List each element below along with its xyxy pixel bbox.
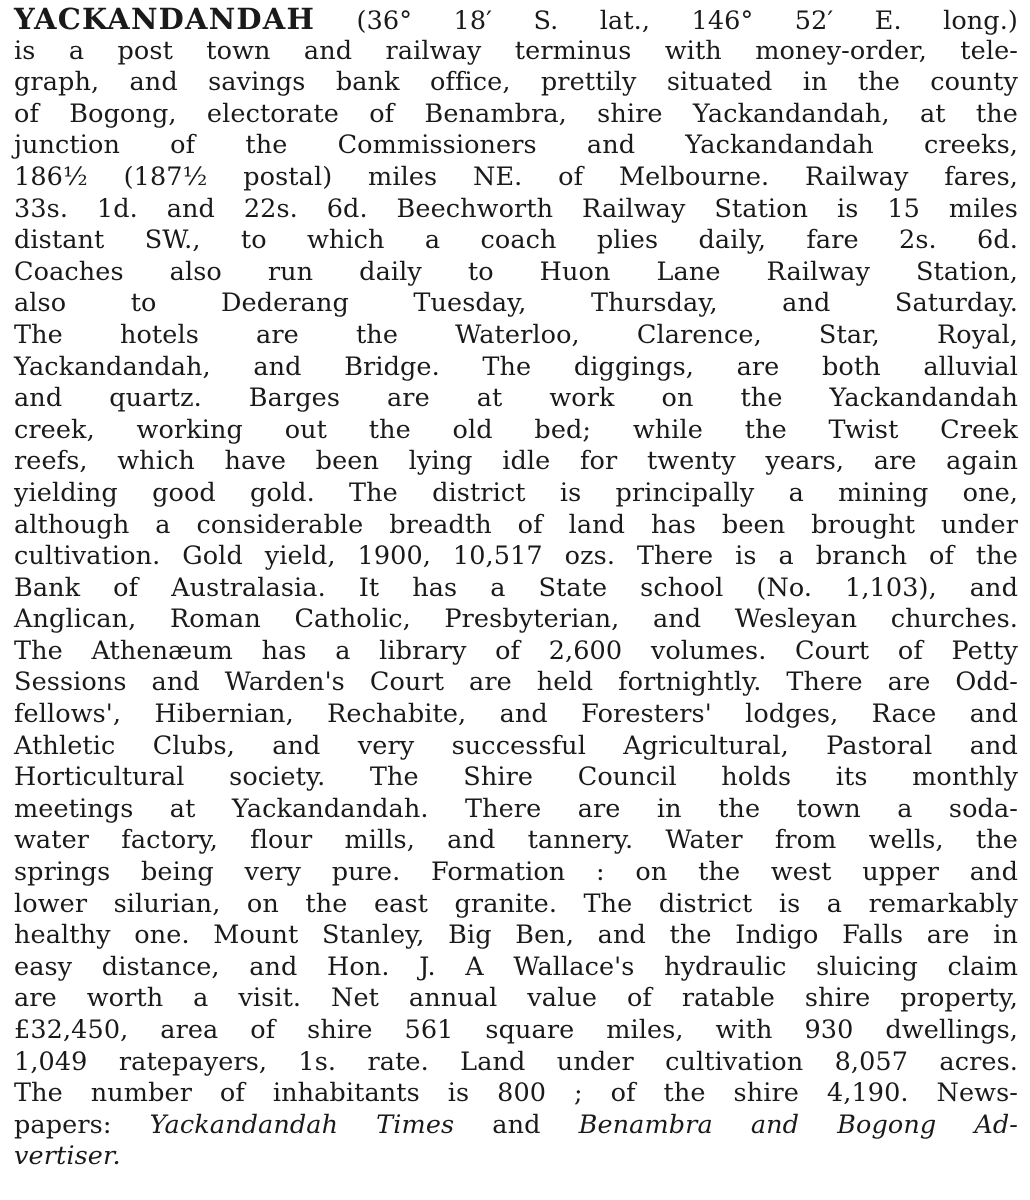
entry-line: meetings at Yackandandah. There are in the town a soda- (14, 793, 1018, 824)
entry-final-line: vertiser. (14, 1141, 121, 1172)
entry-line: The number of inhabitants is 800 ; of the shire 4,190. News- (14, 1078, 1018, 1109)
entry-line: The hotels are the Waterloo, Clarence, Star, Royal, (14, 319, 1018, 350)
entry-line: Yackandandah, and Bridge. The diggings, are both alluvial (14, 351, 1018, 382)
entry-line: Coaches also run daily to Huon Lane Railway Station, (14, 256, 1018, 287)
entry-line: Anglican, Roman Catholic, Presbyterian, and Wesleyan churches. (14, 604, 1018, 635)
entry-line: Bank of Australasia. It has a State school (No. 1,103), and (14, 572, 1018, 603)
coordinates: (36° 18′ S. lat., 146° 52′ E. long.) (356, 6, 1018, 36)
entry-line: Horticultural society. The Shire Council holds its monthly (14, 762, 1018, 793)
papers-prefix: papers: (14, 1109, 150, 1140)
entry-line-1 (14, 4, 1018, 36)
entry-line: cultivation. Gold yield, 1900, 10,517 ozs. There is a branch of the (14, 541, 1018, 572)
entry-line: fellows', Hibernian, Rechabite, and Foresters' lodges, Race and (14, 699, 1018, 730)
entry-line: also to Dederang Tuesday, Thursday, and Saturday. (14, 288, 1018, 319)
entry-line: are worth a visit. Net annual value of ratable shire property, (14, 983, 1018, 1014)
entry-line: lower silurian, on the east granite. The district is a remarkably (14, 888, 1018, 919)
entry-line: of Bogong, electorate of Benambra, shire Yackandandah, at the (14, 98, 1018, 129)
entry-line: reefs, which have been lying idle for twenty years, are again (14, 446, 1018, 477)
entry-line: 186½ (187½ postal) miles NE. of Melbourne. Railway fares, (14, 161, 1018, 192)
entry-line: 1,049 ratepayers, 1s. rate. Land under cultivation 8,057 acres. (14, 1046, 1018, 1077)
newspaper-title-2: Benambra and Bogong Ad- (578, 1109, 1018, 1140)
papers-and: and (454, 1109, 579, 1140)
entry-line: springs being very pure. Formation : on the west upper and (14, 857, 1018, 888)
newspapers-line (14, 1110, 1018, 1142)
entry-line: junction of the Commissioners and Yackandandah creeks, (14, 130, 1018, 161)
entry-line: Athletic Clubs, and very successful Agricultural, Pastoral and (14, 730, 1018, 761)
entry-line: creek, working out the old bed; while the Twist Creek (14, 414, 1018, 445)
gazetteer-entry (14, 4, 1018, 1173)
entry-line: The Athenæum has a library of 2,600 volumes. Court of Petty (14, 635, 1018, 666)
entry-headword: YACKANDANDAH (14, 2, 316, 36)
entry-line: healthy one. Mount Stanley, Big Ben, and the Indigo Falls are in (14, 920, 1018, 951)
entry-line: water factory, flour mills, and tannery. Water from wells, the (14, 825, 1018, 856)
entry-line: 33s. 1d. and 22s. 6d. Beechworth Railway Station is 15 miles (14, 193, 1018, 224)
entry-line: although a considerable breadth of land has been brought under (14, 509, 1018, 540)
entry-line: easy distance, and Hon. J. A Wallace's hydraulic sluicing claim (14, 951, 1018, 982)
entry-line: graph, and savings bank office, prettily situated in the county (14, 67, 1018, 98)
entry-line: distant SW., to which a coach plies daily, fare 2s. 6d. (14, 225, 1018, 256)
entry-line: yielding good gold. The district is principally a mining one, (14, 477, 1018, 508)
entry-line: and quartz. Barges are at work on the Yackandandah (14, 383, 1018, 414)
entry-line: £32,450, area of shire 561 square miles, with 930 dwellings, (14, 1015, 1018, 1045)
newspaper-title-1: Yackandandah Times (149, 1109, 455, 1140)
entry-line: is a post town and railway terminus with money-order, tele- (14, 35, 1018, 66)
entry-line: Sessions and Warden's Court are held fortnightly. There are Odd- (14, 667, 1018, 698)
